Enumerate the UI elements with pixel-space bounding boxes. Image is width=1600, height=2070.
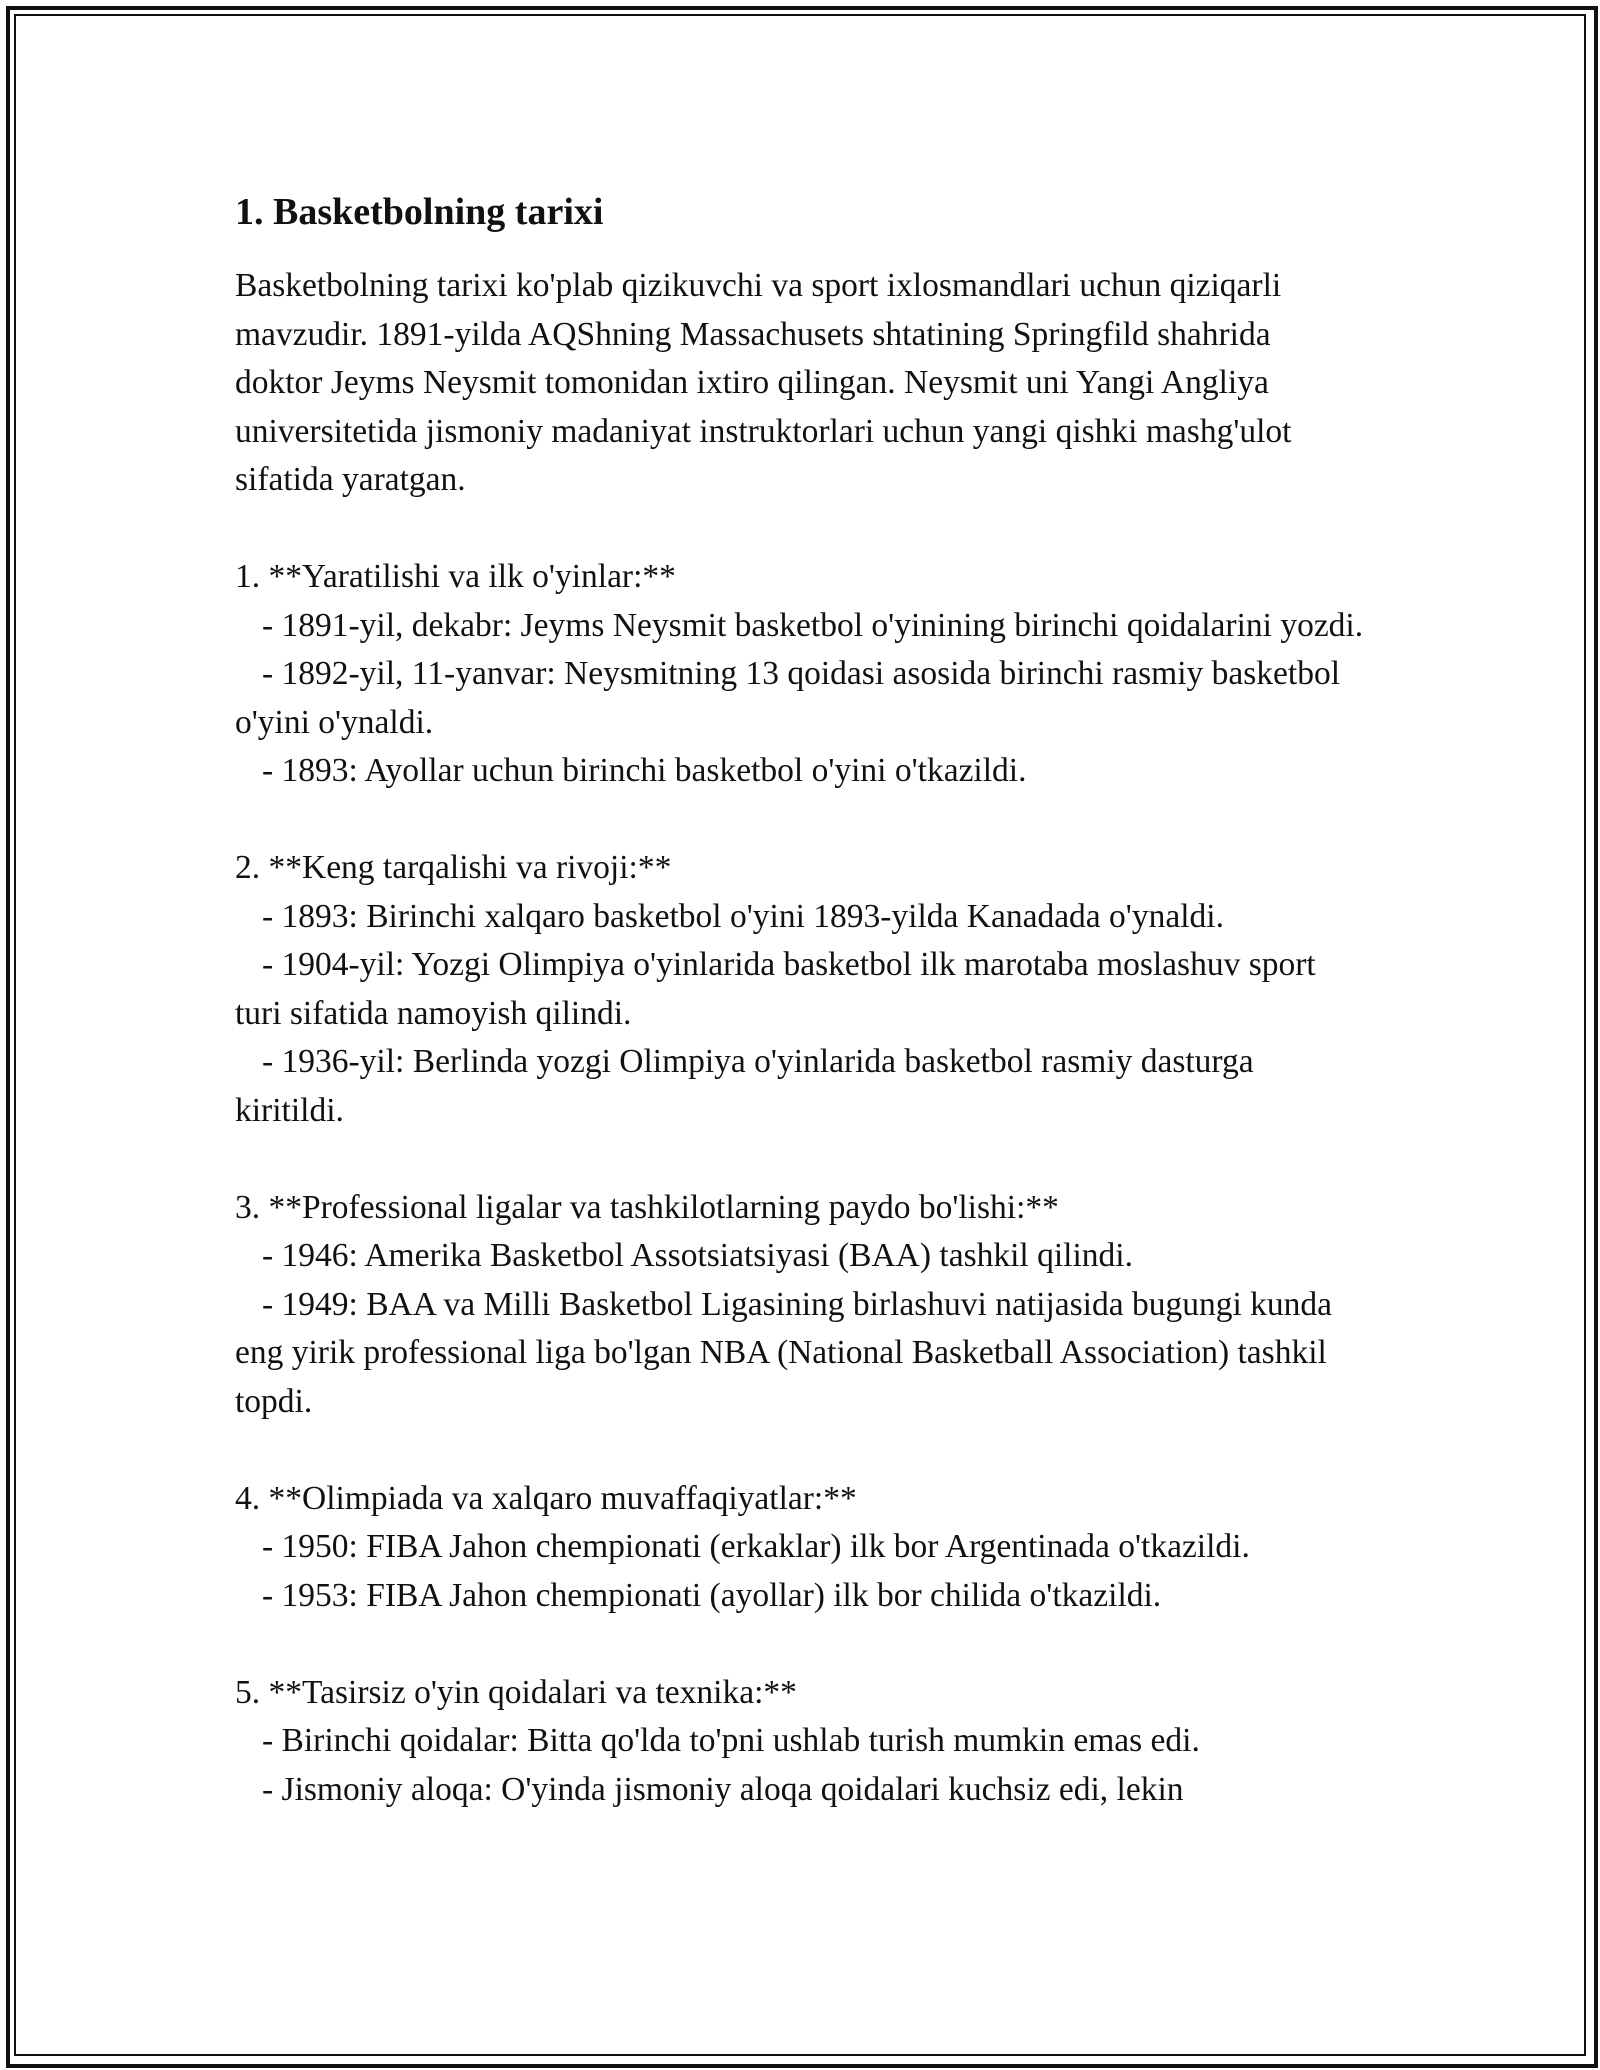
section-4 xyxy=(235,1475,1365,1621)
list-item xyxy=(235,941,1365,1038)
list-item-text: - 1893: Ayollar uchun birinchi basketbol o'yini o'tkazildi. xyxy=(262,752,1027,789)
intro-paragraph: Basketbolning tarixi ko'plab qizikuvchi va sport ixlosmandlari uchun qiziqarli mavzudir. 1891-yilda AQShning Massachusets shtatining Springfild shahrida doktor Jeyms Neysmit tomonidan ixtiro qilingan. Neysmit uni Yangi Angliya universitetida jismoniy madaniyat instruktorlari uchun yangi qishki mashg'ulot sifatida yaratgan. xyxy=(235,267,1292,498)
list-item xyxy=(235,1766,1365,1815)
section-heading: 1. **Yaratilishi va ilk o'yinlar:** xyxy=(235,558,676,595)
spacer xyxy=(235,505,1365,554)
section-heading: 5. **Tasirsiz o'yin qoidalari va texnika:** xyxy=(235,1673,797,1711)
spacer xyxy=(235,1620,1365,1669)
section-1 xyxy=(235,553,1365,796)
list-item-text: - 1953: FIBA Jahon chempionati (ayollar) ilk bor chilida o'tkazildi. xyxy=(262,1576,1162,1614)
section-heading: 4. **Olimpiada va xalqaro muvaffaqiyatlar:** xyxy=(235,1479,857,1517)
section-2 xyxy=(235,844,1365,1135)
list-item xyxy=(235,893,1365,942)
list-item-text: - 1946: Amerika Basketbol Assotsiatsiyasi (BAA) tashkil qilindi. xyxy=(262,1237,1133,1274)
document-title: 1. Basketbolning tarixi xyxy=(235,191,604,233)
section-heading: 2. **Keng tarqalishi va rivoji:** xyxy=(235,849,672,886)
section-heading: 3. **Professional ligalar va tashkilotlarning paydo bo'lishi:** xyxy=(235,1188,1059,1226)
list-item xyxy=(235,747,1365,796)
list-item-text: - 1892-yil, 11-yanvar: Neysmitning 13 qoidasi asosida birinchi rasmiy basketbol o'yini o'ynaldi. xyxy=(235,655,1341,741)
spacer xyxy=(235,1426,1365,1475)
list-item-text: - 1891-yil, dekabr: Jeyms Neysmit basketbol o'yinining birinchi qoidalarini yozdi. xyxy=(262,606,1364,644)
section-5 xyxy=(235,1669,1365,1815)
list-item xyxy=(235,1523,1365,1572)
list-item-text: - 1936-yil: Berlinda yozgi Olimpiya o'yinlarida basketbol rasmiy dasturga kiritildi. xyxy=(235,1043,1254,1129)
section-3 xyxy=(235,1184,1365,1427)
list-item xyxy=(235,1281,1365,1427)
list-item xyxy=(235,1232,1365,1281)
list-item-text: - 1949: BAA va Milli Basketbol Ligasining birlashuvi natijasida bugungi kunda eng yirik professional liga bo'lgan NBA (National Basketball Association) tashkil topdi. xyxy=(235,1285,1333,1420)
list-item-text: - 1950: FIBA Jahon chempionati (erkaklar) ilk bor Argentinada o'tkazildi. xyxy=(262,1528,1250,1565)
list-item xyxy=(235,1717,1365,1766)
list-item xyxy=(235,650,1365,747)
list-item xyxy=(235,1038,1365,1135)
list-item-text: - 1893: Birinchi xalqaro basketbol o'yini 1893-yilda Kanadada o'ynaldi. xyxy=(262,897,1224,935)
list-item-text: - Birinchi qoidalar: Bitta qo'lda to'pni ushlab turish mumkin emas edi. xyxy=(262,1722,1200,1759)
list-item xyxy=(235,602,1365,651)
list-item xyxy=(235,1572,1365,1621)
spacer xyxy=(235,796,1365,845)
list-item-text: - 1904-yil: Yozgi Olimpiya o'yinlarida basketbol ilk marotaba moslashuv sport turi sifatida namoyish qilindi. xyxy=(235,946,1316,1032)
list-item-text: - Jismoniy aloqa: O'yinda jismoniy aloqa qoidalari kuchsiz edi, lekin xyxy=(262,1770,1184,1808)
document-body xyxy=(235,186,1365,1814)
spacer xyxy=(235,1135,1365,1184)
